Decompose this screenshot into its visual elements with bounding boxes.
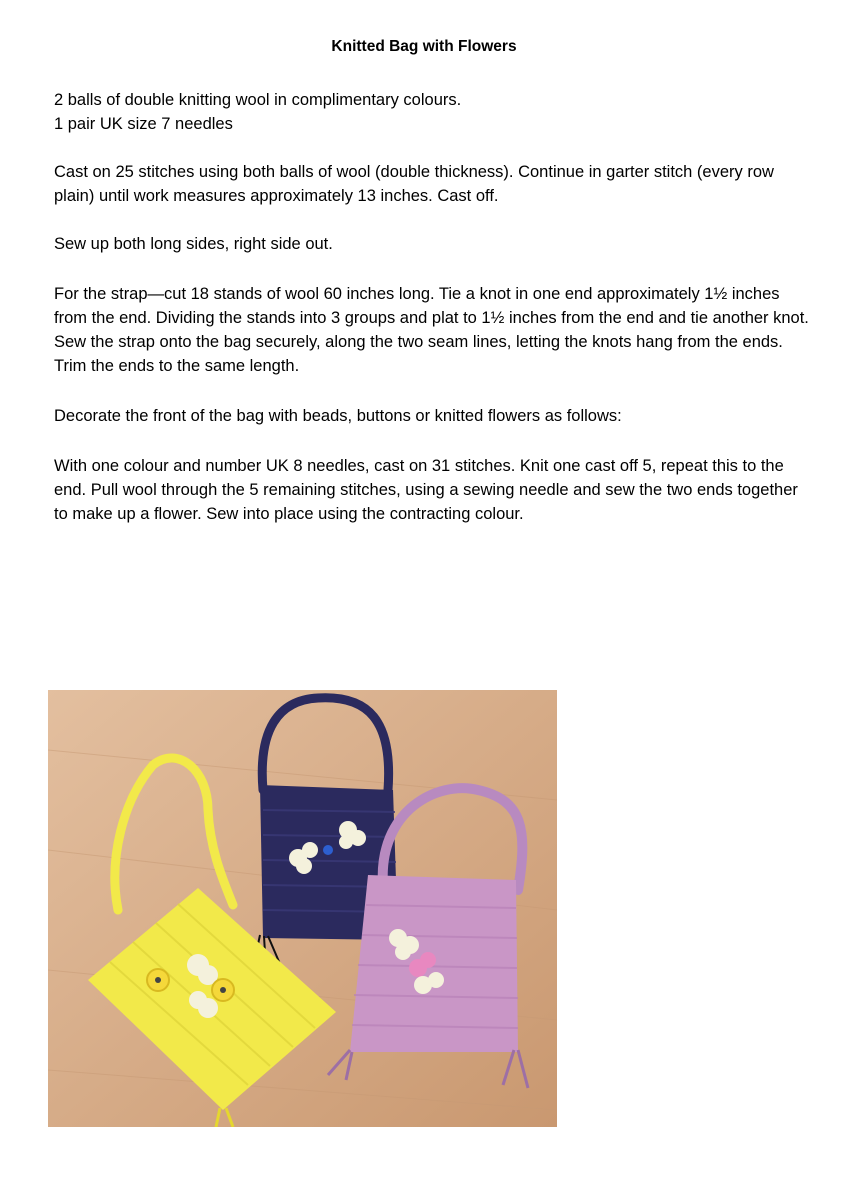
bags-illustration: [48, 690, 557, 1127]
instruction-paragraph: [54, 404, 814, 428]
instruction-paragraph: [54, 232, 814, 256]
paragraph-text: Cast on 25 stitches using both balls of wool (double thickness). Continue in garter stitch (every row plain) until work measures approximately 13 inches. Cast off.: [54, 163, 774, 205]
page-title: Knitted Bag with Flowers: [331, 38, 517, 55]
bags-photo: [48, 690, 557, 1127]
paragraph-text: With one colour and number UK 8 needles, cast on 31 stitches. Knit one cast off 5, repeat this to the end. Pull wool through the 5 remaining stitches, using a sewing needle and sew the two ends together to make up a flower. Sew into place using the contracting colour.: [54, 457, 798, 523]
materials-item: 2 balls of double knitting wool in complimentary colours.: [54, 91, 462, 109]
paragraph-text: Sew up both long sides, right side out.: [54, 235, 333, 253]
instruction-paragraph: [54, 160, 814, 208]
instruction-paragraph: [54, 282, 814, 378]
materials-list: [54, 88, 814, 136]
materials-item: 1 pair UK size 7 needles: [54, 115, 233, 133]
instruction-paragraph: [54, 454, 814, 526]
paragraph-text: For the strap—cut 18 stands of wool 60 inches long. Tie a knot in one end approximately 1½ inches from the end. Dividing the stands into 3 groups and plat to 1½ inches from the end and tie another knot. Sew the strap onto the bag securely, along the two seam lines, letting the knots hang from the ends. Trim the ends to the same length.: [54, 285, 809, 375]
paragraph-text: Decorate the front of the bag with beads, buttons or knitted flowers as follows:: [54, 407, 622, 425]
